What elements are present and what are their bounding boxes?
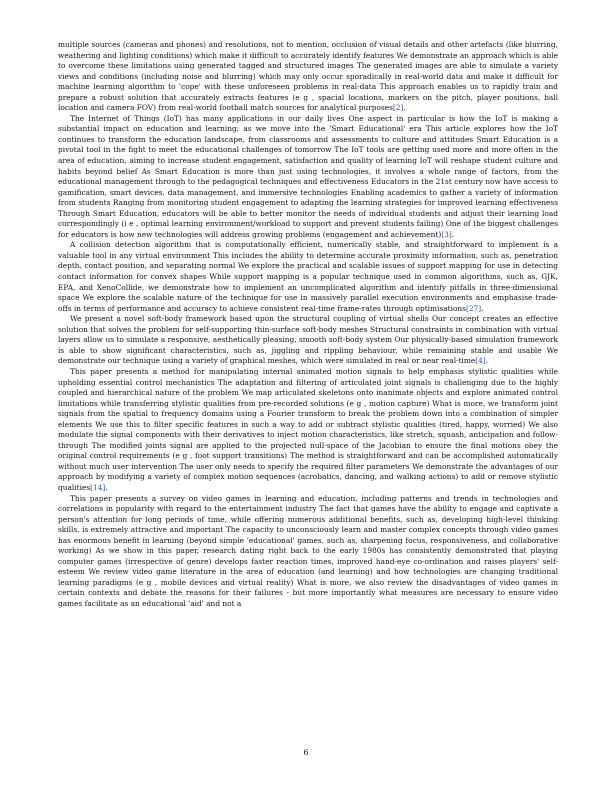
citation-link[interactable]: [27] (465, 303, 482, 313)
paragraph-text: The Internet of Things (IoT) has many applications in our daily lives One aspect in particular is how the IoT is making a substantial impact on education and learning; as we move into the 'Smart Educational' era This article explores how the IoT continues to transform the education landscape, from classrooms and assessments to culture and attitudes Smart Education is a pivotal tool in the fight to meet the educational challenges of tomorrow The IoT tools are getting used more and more often in the area of education, aiming to increase student engagement, satisfaction and quality of learning IoT will reshape student culture and habits beyond belief As Smart Education is more than just using technologies, it involves a whole range of factors, from the educational management through to the pedagogical techniques and effectiveness Educators in the 21st century now have access to gamification, smart devices, data management, and immersive technologies Enabling academics to gather a variety of information from students Ranging from monitoring student engagement to adapting the learning strategies for improved learning effectiveness Through Smart Education, educators will be able to better monitor the needs of individual students and adjust their learning load correspondingly (i e , optimal learning environment/workload to support and prevent students failing) One of the biggest challenges for educators is how new technologies will address growing problems (engagement and achievement) (58, 113, 558, 239)
paragraph-text: multiple sources (cameras and phones) and resolutions, not to mention, occlusion of visual details and other artefacts (like blurring, weathering and lighting conditions) which make it difficult to accurately identify features We demonstrate an approach which is able to overcome these limitations using generated tagged and structured images The generated images are able to simulate a variety views and conditions (including noise and blurring) which may only occur sporadically in real-world data and make it difficult for machine learning algorithm to 'cope' with these unforeseen problems in real-data This approach enables us to rapidly train and prepare a robust solution that accurately extracts features (e g , spacial locations, markers on the pitch, player positions, ball location and camera FOV) from real-world football match sources for analytical purposes (58, 40, 558, 113)
paragraph-text: A collision detection algorithm that is computationally efficient, numerically stable, and straightforward to implement is a valuable tool in any virtual environment This includes the ability to determine accurate proximity information, such as, penetration depth, contact position, and separating normal We explore the practical and scalable issues of support mapping for use in detecting contact information for convex shapes While support mapping is a popular technique used in common algorithms, such as, GJK, EPA, and XenoCollide, we demonstrate how to implement an uncomplicated algorithm and identify pitfalls in three-dimensional space We explore the scalable nature of the technique for use in massively parallel execution environments and emphasise trade-offs in terms of performance and accuracy to achieve consistent real-time frame-rates through optimisations (58, 240, 558, 313)
paragraph-tail: . (481, 303, 484, 313)
paragraph (58, 240, 558, 314)
paragraph-text: This paper presents a survey on video games in learning and education, including patterns and trends in technologies and correlations in popularity with regard to the entertainment industry The fact that games have the ability to engage and captivate a person's attention for long periods of time, while offering numerous additional benefits, such as, developing high-level thinking skills, is extremely attractive and important The capacity to unconsciously learn and master complex concepts through video games has enormous benefit in learning (beyond simple 'educational' games, such as, sharpening focus, responsiveness, and collaborative working) As we show in this paper, research dating right back to the early 1980s has consistently demonstrated that playing computer games (irrespective of genre) develops faster reaction times, improved hand-eye co-ordination and raises players' self-esteem We review video game literature in the area of education (and learning) and how technologies are changing traditional learning paradigms (e g , mobile devices and virtual reality) What is more, we also review the disadvantages of video games in certain contexts and debate the reasons for their failures - but more importantly what measures are necessary to ensure video games facilitate as an educational 'aid' and not a (58, 493, 558, 608)
body-text (58, 40, 558, 610)
paragraph (58, 40, 558, 114)
paragraph (58, 367, 558, 494)
citation-link[interactable]: [2] (392, 103, 404, 113)
paragraph (58, 314, 558, 367)
paragraph-text: We present a novel soft-body framework based upon the structural coupling of virtual shells Our concept creates an effective solution that solves the problem for self-supporting thin-surface soft-body meshes Structural constraints in combination with virtual layers allow us to simulate a responsive, aesthetically pleasing, smooth soft-body system Our physically-based simulation framework is able to show significant characteristics, such as, jiggling and rippling behaviour, while remaining stable and usable We demonstrate our technique using a variety of graphical meshes, which were simulated in real or near real-time (58, 314, 558, 366)
paragraph (58, 114, 558, 241)
citation-link[interactable]: [4] (475, 356, 486, 366)
paragraph-tail: . (403, 103, 406, 113)
page-number: 6 (303, 748, 309, 757)
paragraph-text: This paper presents a method for manipulating internal animated motion signals to help emphasis stylistic qualities while upholding essential control mechanistics The adaptation and filtering of articulated joint signals is challenging due to the highly coupled and hierarchical nature of the problem We map articulated skeletons onto inanimate objects and explore animated control limitations while transferring stylistic qualities from pre-recorded solutions (e g , motion capture) What is more, we transform joint signals from the spatial to frequency domains using a Fourier transform to break the problem down into a combination of simpler elements We use this to filter specific features in such a way to add or subtract stylistic qualities (tired, happy, worried) We also modulate the signal components with their derivatives to inject motion characteristics, like stretch, squash, anticipation and follow-through The modified joints signal are applied to the projected null-space of the Jacobian to ensure the final motions obey the original control requirements (e g , foot support transitions) The method is straightforward and can be accomplished automatically without much user intervention The user only needs to specify the required filter parameters We demonstrate the advantages of our approach by modifying a variety of complex motion sequences (acrobatics, dancing, and walking actions) to add or remove stylistic qualities (58, 366, 558, 492)
paragraph-tail: . (485, 356, 489, 366)
citation-link[interactable]: [3] (441, 229, 452, 239)
paragraph-tail: . (105, 482, 108, 492)
paragraph-tail: . (451, 229, 455, 239)
citation-link[interactable]: [14] (90, 482, 106, 492)
paragraph (58, 494, 558, 610)
